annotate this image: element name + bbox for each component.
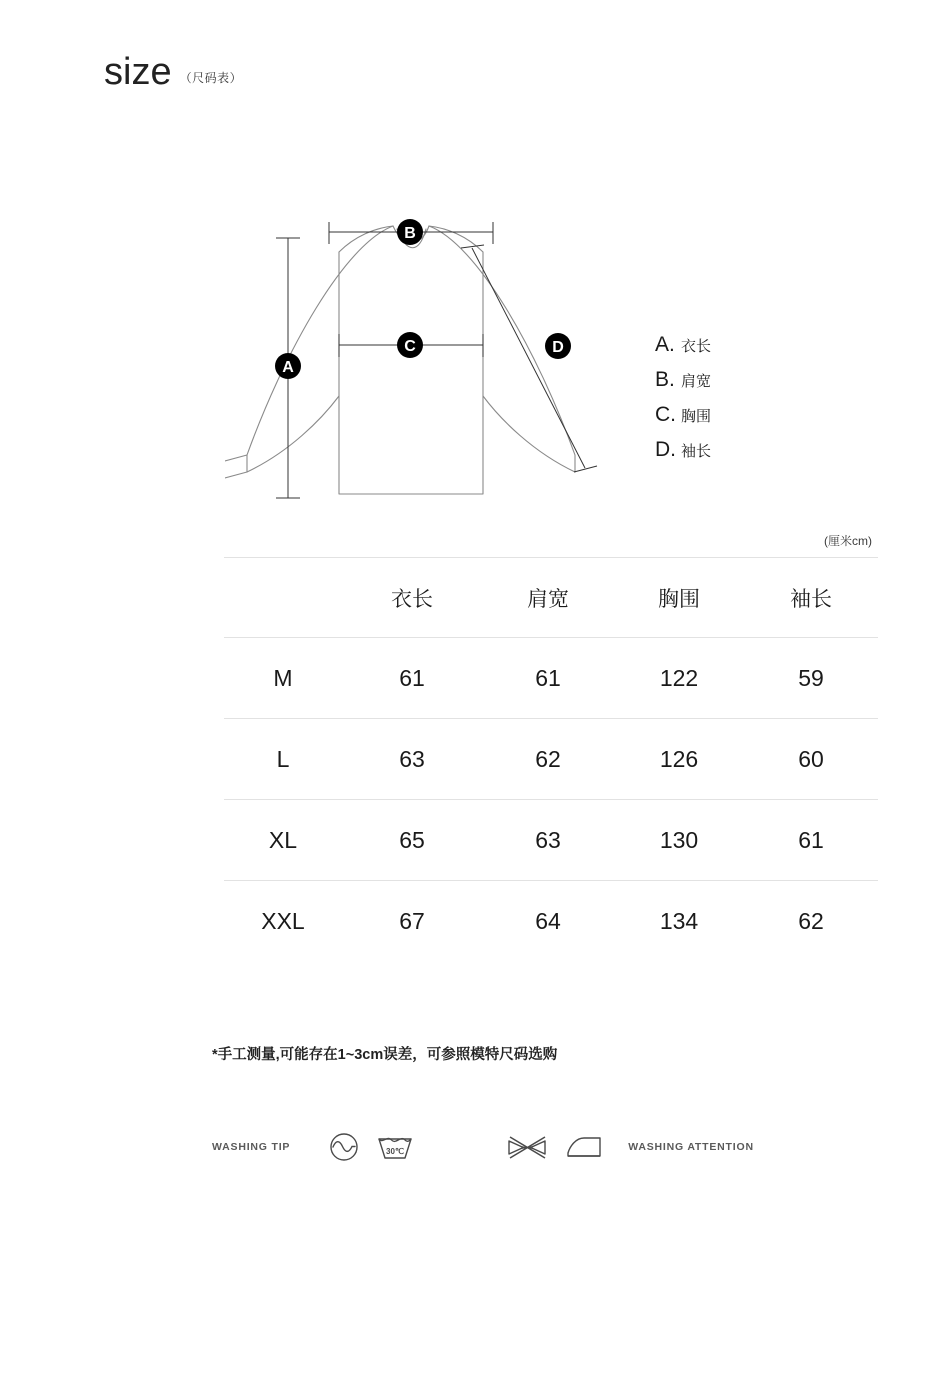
cell-shoulder: 62 [482,719,614,800]
cell-shoulder: 63 [482,800,614,881]
legend-item-b [655,368,855,403]
column-header-length: 衣长 [342,558,482,638]
cell-sleeve: 59 [744,638,878,719]
unit-note: (厘米cm) [824,534,872,548]
table-row [224,638,878,719]
column-header-size [224,558,342,638]
cell-size: XXL [224,881,342,962]
legend-text-d: 袖长 [681,443,712,460]
legend-letter-d: D. [655,438,676,461]
marker-d [545,333,571,359]
wash-temperature-text: 30℃ [386,1147,405,1156]
marker-a [275,353,301,379]
cell-sleeve: 61 [744,800,878,881]
legend-text-c: 胸围 [681,408,712,425]
washing-care-strip [212,1122,754,1172]
marker-b [397,219,423,245]
cell-bust: 130 [614,800,744,881]
cell-sleeve: 60 [744,719,878,800]
measurement-disclaimer: *手工测量,可能存在1~3cm误差，可参照模特尺码选购 [212,1047,558,1063]
do-not-wring-icon [506,1131,550,1163]
measurement-legend [655,333,855,473]
cell-shoulder: 61 [482,638,614,719]
cell-length: 63 [342,719,482,800]
table-row [224,881,878,962]
legend-item-a [655,333,855,368]
garment-diagram [225,200,655,520]
page-title-subtitle: （尺码表） [179,71,243,85]
legend-letter-c: C. [655,403,676,426]
care-icons-right-group [506,1131,604,1163]
page-title [104,52,242,92]
svg-text:A: A [282,359,294,376]
legend-text-b: 肩宽 [681,373,712,390]
cell-bust: 134 [614,881,744,962]
tumble-dry-icon [328,1131,360,1163]
svg-text:B: B [404,225,416,242]
column-header-shoulder: 肩宽 [482,558,614,638]
legend-text-a: 衣长 [681,338,712,355]
cell-sleeve: 62 [744,881,878,962]
iron-icon [564,1131,604,1163]
page-title-main: size [104,51,172,93]
washing-tip-label: WASHING TIP [212,1141,291,1153]
washing-attention-label: WASHING ATTENTION [628,1141,754,1153]
legend-item-d [655,438,855,473]
table-row [224,719,878,800]
cell-bust: 126 [614,719,744,800]
cell-shoulder: 64 [482,881,614,962]
wash-tub-30c-icon [376,1131,414,1163]
cell-bust: 122 [614,638,744,719]
cell-size: M [224,638,342,719]
care-icons-left-group [328,1131,414,1163]
cell-size: XL [224,800,342,881]
cell-length: 65 [342,800,482,881]
column-header-bust: 胸围 [614,558,744,638]
column-header-sleeve: 袖长 [744,558,878,638]
legend-letter-a: A. [655,333,675,356]
table-row [224,800,878,881]
marker-c [397,332,423,358]
svg-text:C: C [404,338,416,355]
size-table [224,557,878,962]
cell-size: L [224,719,342,800]
cell-length: 67 [342,881,482,962]
legend-item-c [655,403,855,438]
svg-text:D: D [552,339,564,356]
legend-letter-b: B. [655,368,675,391]
table-header-row [224,558,878,638]
measure-line-d [461,245,597,472]
cell-length: 61 [342,638,482,719]
